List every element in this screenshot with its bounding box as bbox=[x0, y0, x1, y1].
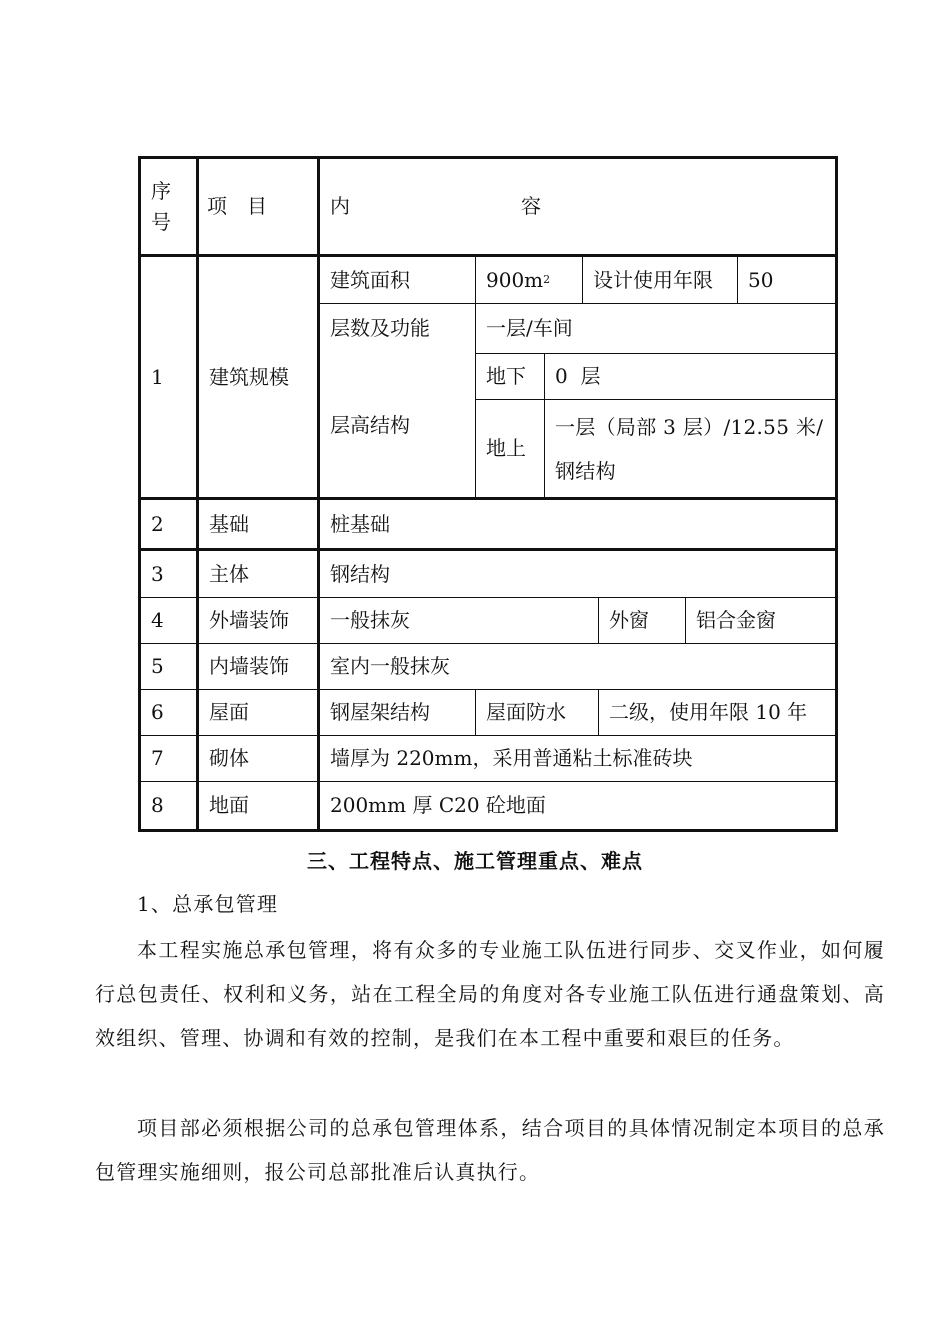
row1-item: 建筑规模 bbox=[209, 364, 289, 389]
subheading: 1、总承包管理 bbox=[137, 892, 279, 916]
row4-content: 一般抹灰 bbox=[330, 608, 410, 632]
floors-label: 层数及功能 bbox=[330, 316, 430, 340]
area-value-text: 900m bbox=[486, 267, 544, 292]
floors-value: 一层/车间 bbox=[486, 316, 573, 340]
header-seq: 序 号 bbox=[151, 178, 171, 234]
height-label: 层高结构 bbox=[330, 413, 410, 437]
window-value: 铝合金窗 bbox=[696, 608, 776, 632]
paragraph-2: 项目部必须根据公司的总承包管理体系，结合项目的具体情况制定本项目的总承包管理实施细则，报公司总部批准后认真执行。 bbox=[95, 1116, 885, 1184]
row8-content: 200mm 厚 C20 砼地面 bbox=[330, 793, 546, 817]
row8-item: 地面 bbox=[209, 793, 249, 817]
row8-seq: 8 bbox=[151, 793, 164, 817]
header-content-b: 容 bbox=[521, 194, 541, 218]
row6-item: 屋面 bbox=[209, 700, 249, 724]
row2-seq: 2 bbox=[151, 511, 164, 536]
row2-item: 基础 bbox=[209, 511, 249, 536]
row4-item: 外墙装饰 bbox=[209, 608, 289, 632]
row7-item: 砌体 bbox=[209, 746, 249, 770]
life-value: 50 bbox=[748, 267, 774, 292]
header-item: 项 目 bbox=[207, 194, 267, 218]
paragraph-1: 本工程实施总承包管理，将有众多的专业施工队伍进行同步、交叉作业，如何履行总包责任、权利和义务，站在工程全局的角度对各专业施工队伍进行通盘策划、高效组织、管理、协调和有效的控制，是我们在本工程中重要和艰巨的任务。 bbox=[95, 938, 885, 1050]
row7-content: 墙厚为 220mm，采用普通粘土标准砖块 bbox=[330, 746, 693, 770]
aboveground-label: 地上 bbox=[486, 436, 526, 460]
row5-content: 室内一般抹灰 bbox=[330, 654, 450, 678]
row5-item: 内墙装饰 bbox=[209, 654, 289, 678]
life-label: 设计使用年限 bbox=[593, 267, 713, 292]
row3-content: 钢结构 bbox=[330, 561, 390, 586]
area-label: 建筑面积 bbox=[330, 267, 410, 292]
section-heading: 三、工程特点、施工管理重点、难点 bbox=[307, 849, 643, 873]
row4-seq: 4 bbox=[151, 608, 164, 632]
underground-label: 地下 bbox=[486, 364, 526, 388]
waterproof-label: 屋面防水 bbox=[486, 700, 566, 724]
row2-content: 桩基础 bbox=[330, 511, 390, 536]
aboveground-value: 一层（局部 3 层）/12.55 米/钢结构 bbox=[555, 414, 824, 483]
row6-seq: 6 bbox=[151, 700, 164, 724]
waterproof-value: 二级，使用年限 10 年 bbox=[609, 700, 808, 724]
underground-value: 0 层 bbox=[555, 364, 601, 388]
area-value bbox=[476, 257, 582, 303]
row6-content: 钢屋架结构 bbox=[330, 700, 430, 724]
row7-seq: 7 bbox=[151, 746, 164, 770]
window-label: 外窗 bbox=[609, 608, 649, 632]
row1-seq: 1 bbox=[151, 364, 164, 389]
row3-seq: 3 bbox=[151, 561, 164, 586]
row3-item: 主体 bbox=[209, 561, 249, 586]
area-value-sup: 2 bbox=[543, 273, 551, 287]
row5-seq: 5 bbox=[151, 654, 164, 678]
project-overview-table bbox=[138, 156, 838, 832]
header-content-a: 内 bbox=[330, 194, 350, 218]
